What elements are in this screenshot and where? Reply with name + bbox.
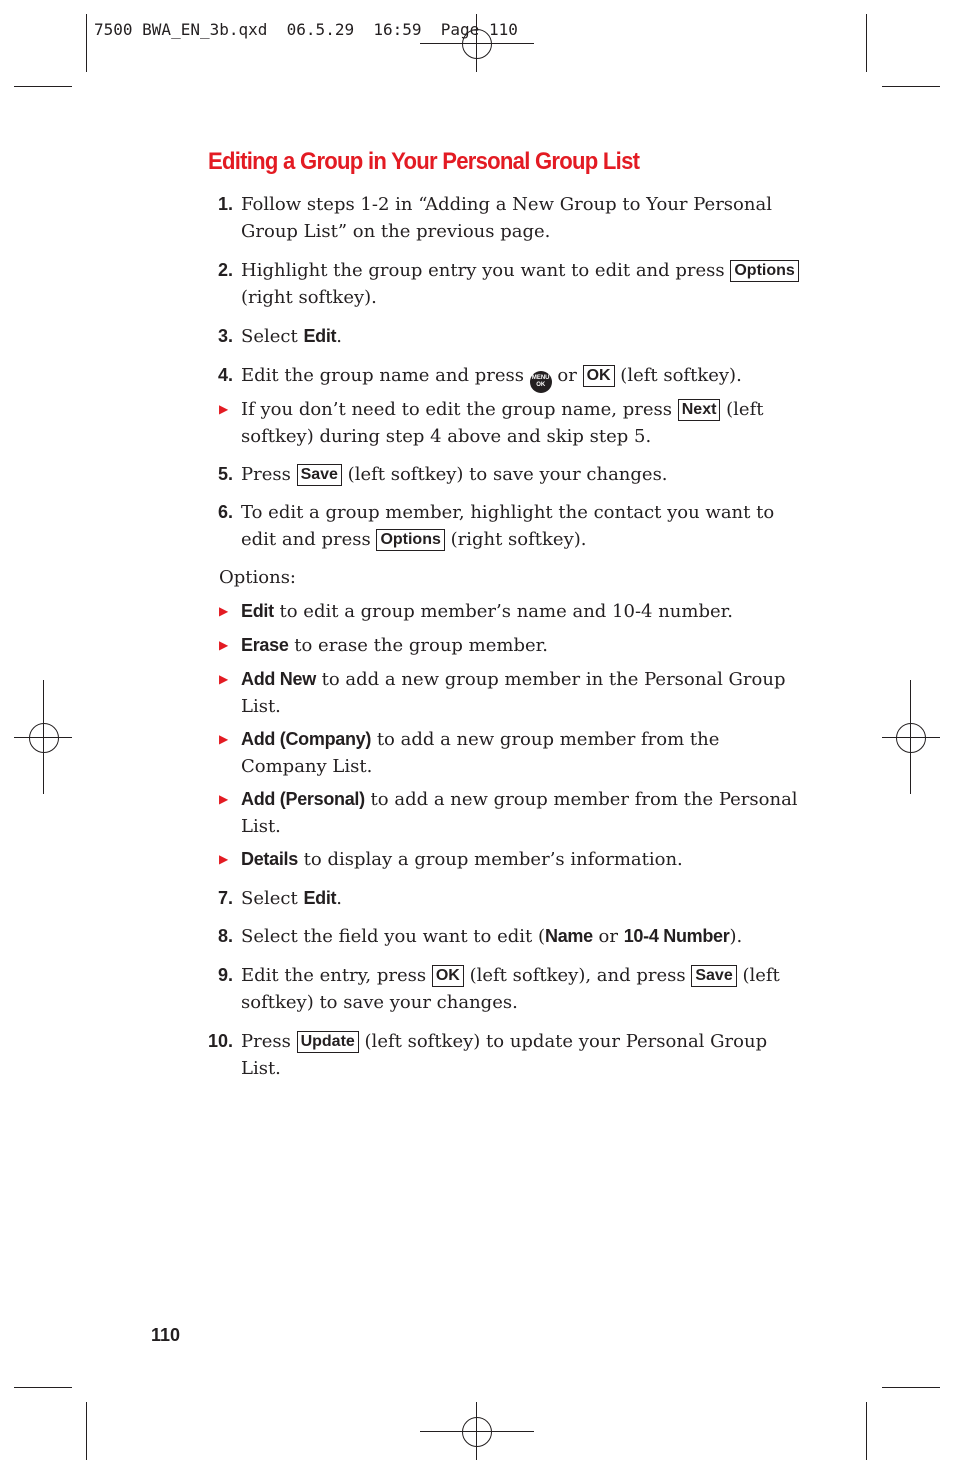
ok-key-label: OK (536, 382, 546, 388)
step-number: 2. (217, 260, 233, 280)
step-text: Select (241, 326, 304, 347)
update-softkey: Update (297, 1031, 359, 1053)
step-text: . (336, 326, 342, 347)
step-text: (left softkey) to update your Personal Group List. (241, 1031, 768, 1079)
menu-option-edit: Edit (303, 888, 337, 908)
step-text: (left softkey), and press (463, 965, 692, 986)
step-10 (207, 1028, 801, 1082)
step-number: 6. (217, 502, 233, 522)
triangle-bullet-icon: ▶ (219, 732, 229, 746)
step-number: 3. (217, 326, 233, 346)
option-name: Add New (241, 669, 316, 689)
crop-mark (86, 1402, 87, 1460)
step-text: Edit the entry, press (241, 965, 432, 986)
step-text: (right softkey). (444, 529, 587, 550)
step-text: or (592, 926, 624, 947)
step-text: Press (241, 1031, 297, 1052)
option-item (219, 666, 801, 720)
crop-mark (14, 86, 72, 87)
step-text: . (336, 888, 342, 909)
option-description: to add a new group member from the Company List. (241, 729, 720, 777)
menu-key-label: MENU (531, 375, 550, 381)
option-name: Add (Personal) (241, 789, 365, 809)
step-text: ). (729, 926, 743, 947)
bullet-skip-step (219, 396, 801, 450)
step-1 (217, 191, 801, 245)
step-text: or (551, 365, 583, 386)
step-3 (217, 323, 801, 350)
ok-softkey: OK (583, 365, 615, 387)
bullet-text: If you don’t need to edit the group name, press (241, 399, 678, 420)
step-number: 1. (217, 194, 233, 214)
option-description: to add a new group member from the Personal List. (241, 789, 798, 837)
option-description: to edit a group member’s name and 10-4 number. (273, 601, 733, 622)
registration-circle (462, 1417, 492, 1447)
step-number: 4. (217, 365, 233, 385)
crop-mark (882, 86, 940, 87)
crop-mark (14, 1387, 72, 1388)
step-6 (217, 499, 801, 553)
menu-ok-key-icon (530, 371, 552, 393)
option-item (219, 786, 801, 840)
step-text: (left softkey) to save your changes. (341, 464, 668, 485)
print-slug: 7500 BWA_EN_3b.qxd 06.5.29 16:59 Page 110 (94, 20, 518, 39)
step-text: (right softkey). (241, 287, 377, 308)
save-softkey: Save (297, 464, 342, 486)
crop-mark (866, 1402, 867, 1460)
next-softkey: Next (678, 399, 721, 421)
section-title: Editing a Group in Your Personal Group List (208, 148, 640, 175)
bullet-text: (left softkey) during step 4 above and skip step 5. (241, 399, 764, 447)
registration-circle (896, 723, 926, 753)
crop-mark (866, 14, 867, 72)
option-name: Details (241, 849, 298, 869)
field-name: Name (545, 926, 593, 946)
crop-mark (86, 14, 87, 72)
triangle-bullet-icon: ▶ (219, 604, 229, 618)
step-text: Follow steps 1-2 in “Adding a New Group to Your Personal Group List” on the previous page. (241, 194, 772, 242)
step-4 (217, 362, 801, 393)
save-softkey: Save (691, 965, 736, 987)
step-5 (217, 461, 801, 488)
ok-softkey: OK (432, 965, 464, 987)
registration-circle (29, 723, 59, 753)
step-number: 5. (217, 464, 233, 484)
option-name: Edit (241, 601, 274, 621)
triangle-bullet-icon: ▶ (219, 792, 229, 806)
step-number: 9. (217, 965, 233, 985)
triangle-bullet-icon: ▶ (219, 402, 229, 416)
option-item (219, 726, 801, 780)
field-10-4-number: 10-4 Number (623, 926, 730, 946)
page-number: 110 (151, 1325, 181, 1345)
step-text: Highlight the group entry you want to edit and press (241, 260, 731, 281)
option-item (219, 846, 801, 873)
step-text: To edit a group member, highlight the contact you want to edit and press (241, 502, 775, 550)
options-softkey: Options (730, 260, 798, 282)
crop-mark (882, 1387, 940, 1388)
step-number: 7. (217, 888, 233, 908)
menu-option-edit: Edit (303, 326, 337, 346)
step-2 (217, 257, 801, 311)
triangle-bullet-icon: ▶ (219, 638, 229, 652)
options-softkey: Options (376, 529, 444, 551)
step-text: Select (241, 888, 304, 909)
option-name: Add (Company) (241, 729, 372, 749)
option-item (219, 632, 801, 659)
step-text: (left softkey) to save your changes. (241, 965, 780, 1013)
step-text: Edit the group name and press (241, 365, 530, 386)
triangle-bullet-icon: ▶ (219, 852, 229, 866)
step-text: (left softkey). (614, 365, 742, 386)
step-number: 10. (207, 1031, 233, 1051)
option-description: to display a group member’s information. (297, 849, 683, 870)
step-9 (217, 962, 801, 1016)
option-description: to add a new group member in the Personal Group List. (241, 669, 786, 717)
step-text: Select the field you want to edit ( (241, 926, 545, 947)
step-7 (217, 885, 801, 912)
step-number: 8. (217, 926, 233, 946)
step-text: Press (241, 464, 297, 485)
step-8 (217, 923, 801, 950)
options-label: Options: (219, 567, 297, 588)
option-name: Erase (241, 635, 289, 655)
option-item (219, 598, 801, 625)
option-description: to erase the group member. (288, 635, 548, 656)
triangle-bullet-icon: ▶ (219, 672, 229, 686)
